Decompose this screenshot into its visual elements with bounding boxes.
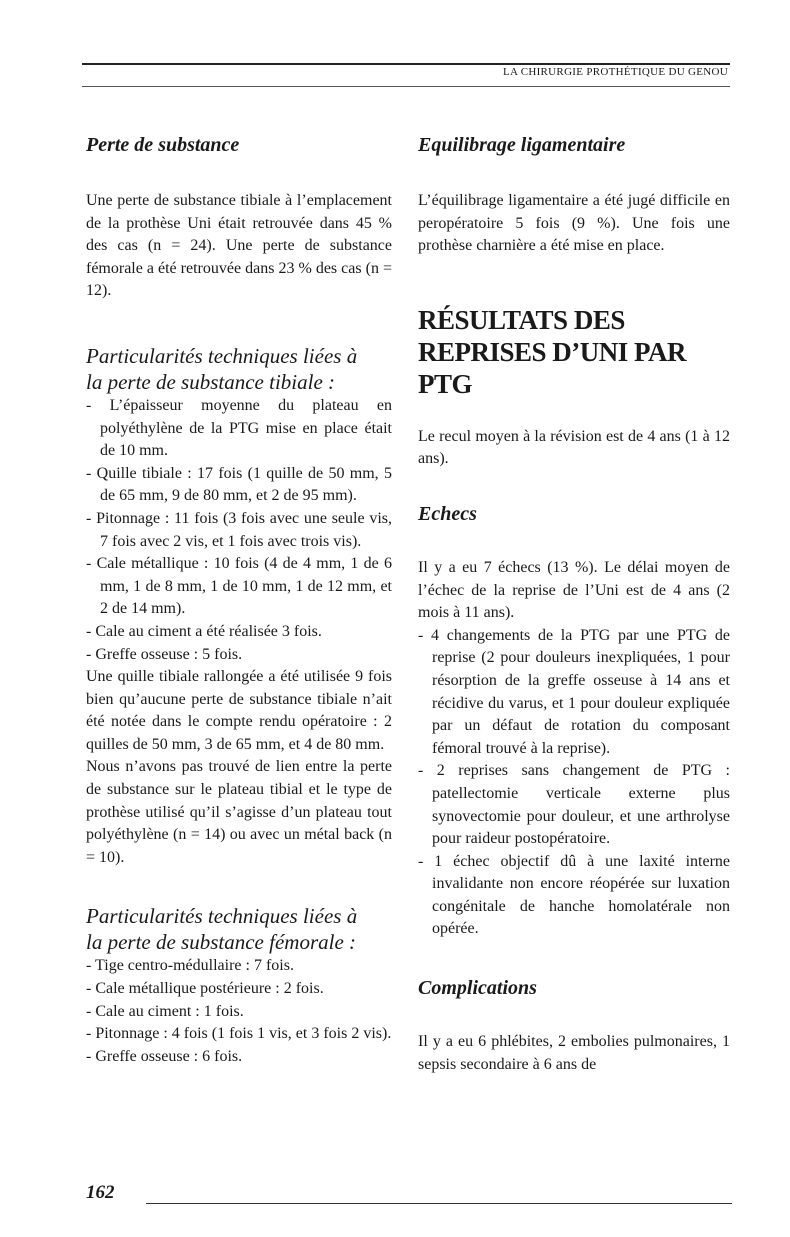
heading-tibial-line-1: Particularités techniques liées à bbox=[86, 343, 358, 368]
heading-resultats-line-1: RÉSULTATS DES bbox=[418, 304, 625, 335]
heading-resultats-line-2: REPRISES D’UNI PAR PTG bbox=[418, 336, 687, 399]
list-item: - Cale métallique : 10 fois (4 de 4 mm, 1 de 6 mm, 1 de 8 mm, 1 de 10 mm, 1 de 12 mm, et 2 de 14 mm). bbox=[86, 553, 392, 621]
list-item: - Pitonnage : 4 fois (1 fois 1 vis, et 3 fois 2 vis). bbox=[86, 1023, 392, 1046]
list-item: - 1 échec objectif dû à une laxité interne invalidante non encore réopérée sur luxation congénitale de hanche homolatérale non opérée. bbox=[418, 851, 730, 941]
femoral-list bbox=[86, 955, 392, 1068]
heading-perte-de-substance: Perte de substance bbox=[86, 134, 240, 156]
paragraph-perte-de-substance: Une perte de substance tibiale à l’emplacement de la prothèse Uni était retrouvée dans 45 % des cas (n = 24). Une perte de substance fémorale a été retrouvée dans 23 % des cas (n = 12). bbox=[86, 192, 392, 300]
list-item: - Greffe osseuse : 5 fois. bbox=[86, 644, 392, 667]
page-number: 162 bbox=[86, 1182, 115, 1203]
heading-tibial-line-2: la perte de substance tibiale : bbox=[86, 369, 336, 394]
echecs-list bbox=[418, 625, 730, 941]
heading-echecs: Echecs bbox=[418, 502, 477, 525]
list-item: - L’épaisseur moyenne du plateau en polyéthylène de la PTG mise en place était de 10 mm. bbox=[86, 395, 392, 463]
paragraph-quille-rallongee: Une quille tibiale rallongée a été utilisée 9 fois bien qu’aucune perte de substance tibiale n’ait été notée dans le compte rendu opératoire : 2 quilles de 50 mm, 3 de 65 mm, et 4 de 80 mm. bbox=[86, 668, 392, 753]
running-head: LA CHIRURGIE PROTHÉTIQUE DU GENOU bbox=[503, 66, 728, 78]
header-bottom-rule bbox=[82, 86, 730, 87]
list-item: - Quille tibiale : 17 fois (1 quille de 50 mm, 5 de 65 mm, 9 de 80 mm, et 2 de 95 mm). bbox=[86, 463, 392, 508]
header-top-rule bbox=[82, 63, 730, 65]
heading-equilibrage: Equilibrage ligamentaire bbox=[418, 134, 626, 156]
footer-rule bbox=[146, 1203, 732, 1204]
list-item: - Cale métallique postérieure : 2 fois. bbox=[86, 978, 392, 1001]
paragraph-lien-perte-substance: Nous n’avons pas trouvé de lien entre la perte de substance sur le plateau tibial et le type de prothèse utilisé qu’il s’agisse d’un plateau tout polyéthylène (n = 14) ou avec un métal back (n = 10). bbox=[86, 758, 392, 866]
list-item: - Pitonnage : 11 fois (3 fois avec une seule vis, 7 fois avec 2 vis, et 1 fois avec trois vis). bbox=[86, 508, 392, 553]
list-item: - Tige centro-médullaire : 7 fois. bbox=[86, 955, 392, 978]
list-item: - 4 changements de la PTG par une PTG de reprise (2 pour douleurs inexpliquées, 1 pour résorption de la greffe osseuse à 14 ans et récidive du varus, et 1 pour douleur expliquée par un défaut de rotation du composant fémoral trouvé à la reprise). bbox=[418, 625, 730, 761]
heading-complications: Complications bbox=[418, 977, 537, 1000]
left-column bbox=[86, 130, 392, 1068]
heading-femoral-line-2: la perte de substance fémorale : bbox=[86, 930, 357, 955]
paragraph-echecs: Il y a eu 7 échecs (13 %). Le délai moyen de l’échec de la reprise de l’Uni est de 4 ans (2 mois à 11 ans). bbox=[418, 558, 730, 622]
list-item: - Cale au ciment : 1 fois. bbox=[86, 1001, 392, 1024]
list-item: - Greffe osseuse : 6 fois. bbox=[86, 1046, 392, 1069]
paragraph-equilibrage: L’équilibrage ligamentaire a été jugé difficile en peropératoire 5 fois (9 %). Une fois une prothèse charnière a été mise en place. bbox=[418, 192, 730, 255]
tibial-list bbox=[86, 395, 392, 666]
list-item: - 2 reprises sans changement de PTG : patellectomie verticale externe plus synovectomie pour douleur, et une arthrolyse pour raideur postopératoire. bbox=[418, 760, 730, 850]
right-column bbox=[418, 130, 730, 1076]
list-item: - Cale au ciment a été réalisée 3 fois. bbox=[86, 621, 392, 644]
heading-femoral-line-1: Particularités techniques liées à bbox=[86, 904, 358, 929]
paragraph-complications: Il y a eu 6 phlébites, 2 embolies pulmonaires, 1 sepsis secondaire à 6 ans de bbox=[418, 1033, 730, 1073]
paragraph-resultats: Le recul moyen à la révision est de 4 ans (1 à 12 ans). bbox=[418, 427, 730, 468]
